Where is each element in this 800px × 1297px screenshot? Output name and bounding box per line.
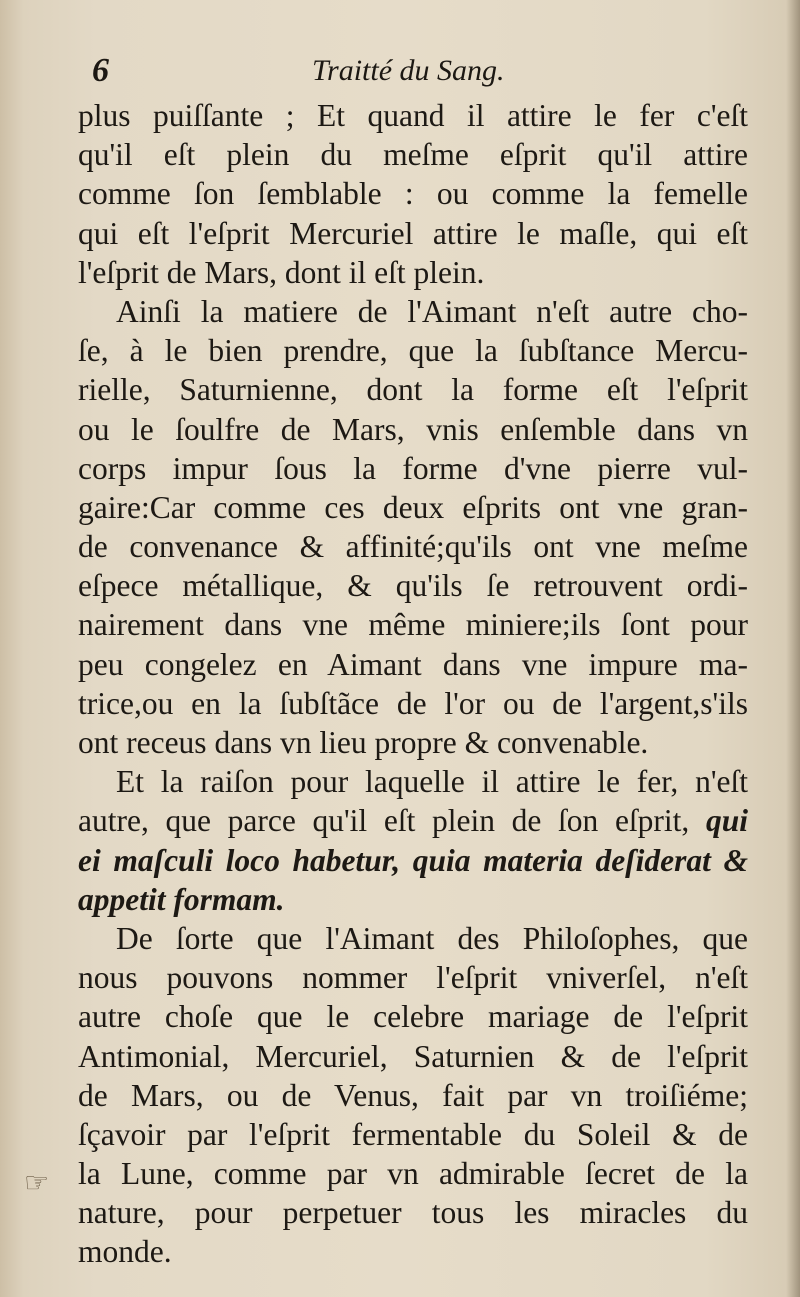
text-line-roman: la Lune, comme par vn admirable ſecret de la [78,1156,748,1192]
text-line-roman: corps impur ſous la forme d'vne pierre vul- [78,450,748,486]
text-line [78,253,748,292]
text-line [78,96,748,135]
text-line [78,997,748,1036]
text-line [78,684,748,723]
text-line [78,645,748,684]
text-line [78,605,748,644]
text-line [78,566,748,605]
text-line [78,527,748,566]
marginal-pointer-mark: ☞ [24,1168,50,1199]
text-line [78,880,748,919]
text-line [78,370,748,409]
text-line-roman: plus puiſſante ; Et quand il attire le fer c'eſt [78,98,748,133]
text-line-roman: Et la raiſon pour laquelle il attire le fer, n'eſt [116,764,748,800]
text-line-roman: nous pouvons nommer l'eſprit vniverſel, n'eſt [78,960,748,996]
text-line [78,723,748,762]
text-line-roman: eſpece métallique, & qu'ils ſe retrouvent ordi- [78,568,748,604]
text-line-roman: de convenance & affinité;qu'ils ont vne meſme [78,529,748,565]
text-line [78,801,748,840]
text-line [78,331,748,370]
text-line-italic: qui [705,803,748,839]
page-number: 6 [92,52,109,89]
text-line-roman: ou le ſoulfre de Mars, vnis enſemble dans vn [78,411,748,447]
text-line-roman: Antimonial, Mercuriel, Saturnien & de l'eſprit [78,1038,748,1074]
text-line-roman: qui eſt l'eſprit Mercuriel attire le maſle, qui eſt [78,215,748,251]
text-line-roman: ſçavoir par l'eſprit fermentable du Soleil & de [78,1116,748,1152]
text-line-roman: rielle, Saturnienne, dont la forme eſt l'eſprit [78,372,748,408]
text-line [78,958,748,997]
text-line-italic: appetit formam. [78,881,285,917]
text-line [78,292,748,331]
text-line-roman: autre, que parce qu'il eſt plein de ſon eſprit, [78,803,690,839]
text-line [78,410,748,449]
text-line-roman: l'eſprit de Mars, dont il eſt plein. [78,254,485,290]
text-line-roman: comme ſon ſemblable : ou comme la femelle [78,176,748,212]
text-line [78,214,748,253]
page-edge-shadow [786,0,800,1297]
text-line [78,1115,748,1154]
text-line-roman: trice,ou en la ſubſtãce de l'or ou de l'argent,s'ils [78,685,748,721]
body-text [78,96,748,1272]
text-line-roman: monde. [78,1234,172,1270]
text-line [78,1193,748,1232]
text-line-roman: ont receus dans vn lieu propre & convenable. [78,725,649,760]
text-line [78,488,748,527]
text-line [78,1232,748,1271]
text-line-roman: nairement dans vne même miniere;ils ſont pour [78,607,748,643]
text-line [78,1076,748,1115]
text-line [78,1154,748,1193]
text-line [78,841,748,880]
text-line [78,762,748,801]
text-line [78,174,748,213]
text-line-roman: De ſorte que l'Aimant des Philoſophes, que [116,920,748,956]
text-line [78,919,748,958]
text-line-italic: ei maſculi loco habetur, quia materia deſiderat & [78,842,748,878]
text-line-roman: autre choſe que le celebre mariage de l'eſprit [78,999,748,1035]
text-line-roman: de Mars, ou de Venus, fait par vn troiſiéme; [78,1077,748,1113]
text-line [78,449,748,488]
text-line-roman: gaire:Car comme ces deux eſprits ont vne gran- [78,489,748,525]
page-header [84,52,744,100]
text-line-roman: Ainſi la matiere de l'Aimant n'eſt autre cho- [116,293,748,329]
running-head: Traitté du Sang. [312,54,505,87]
text-line-roman: ſe, à le bien prendre, que la ſubſtance Mercu- [78,333,748,369]
text-line [78,135,748,174]
text-line-roman: qu'il eſt plein du meſme eſprit qu'il attire [78,137,748,173]
text-line-roman: peu congelez en Aimant dans vne impure ma- [78,646,748,682]
text-line-roman: nature, pour perpetuer tous les miracles du [78,1195,748,1231]
text-line [78,1037,748,1076]
